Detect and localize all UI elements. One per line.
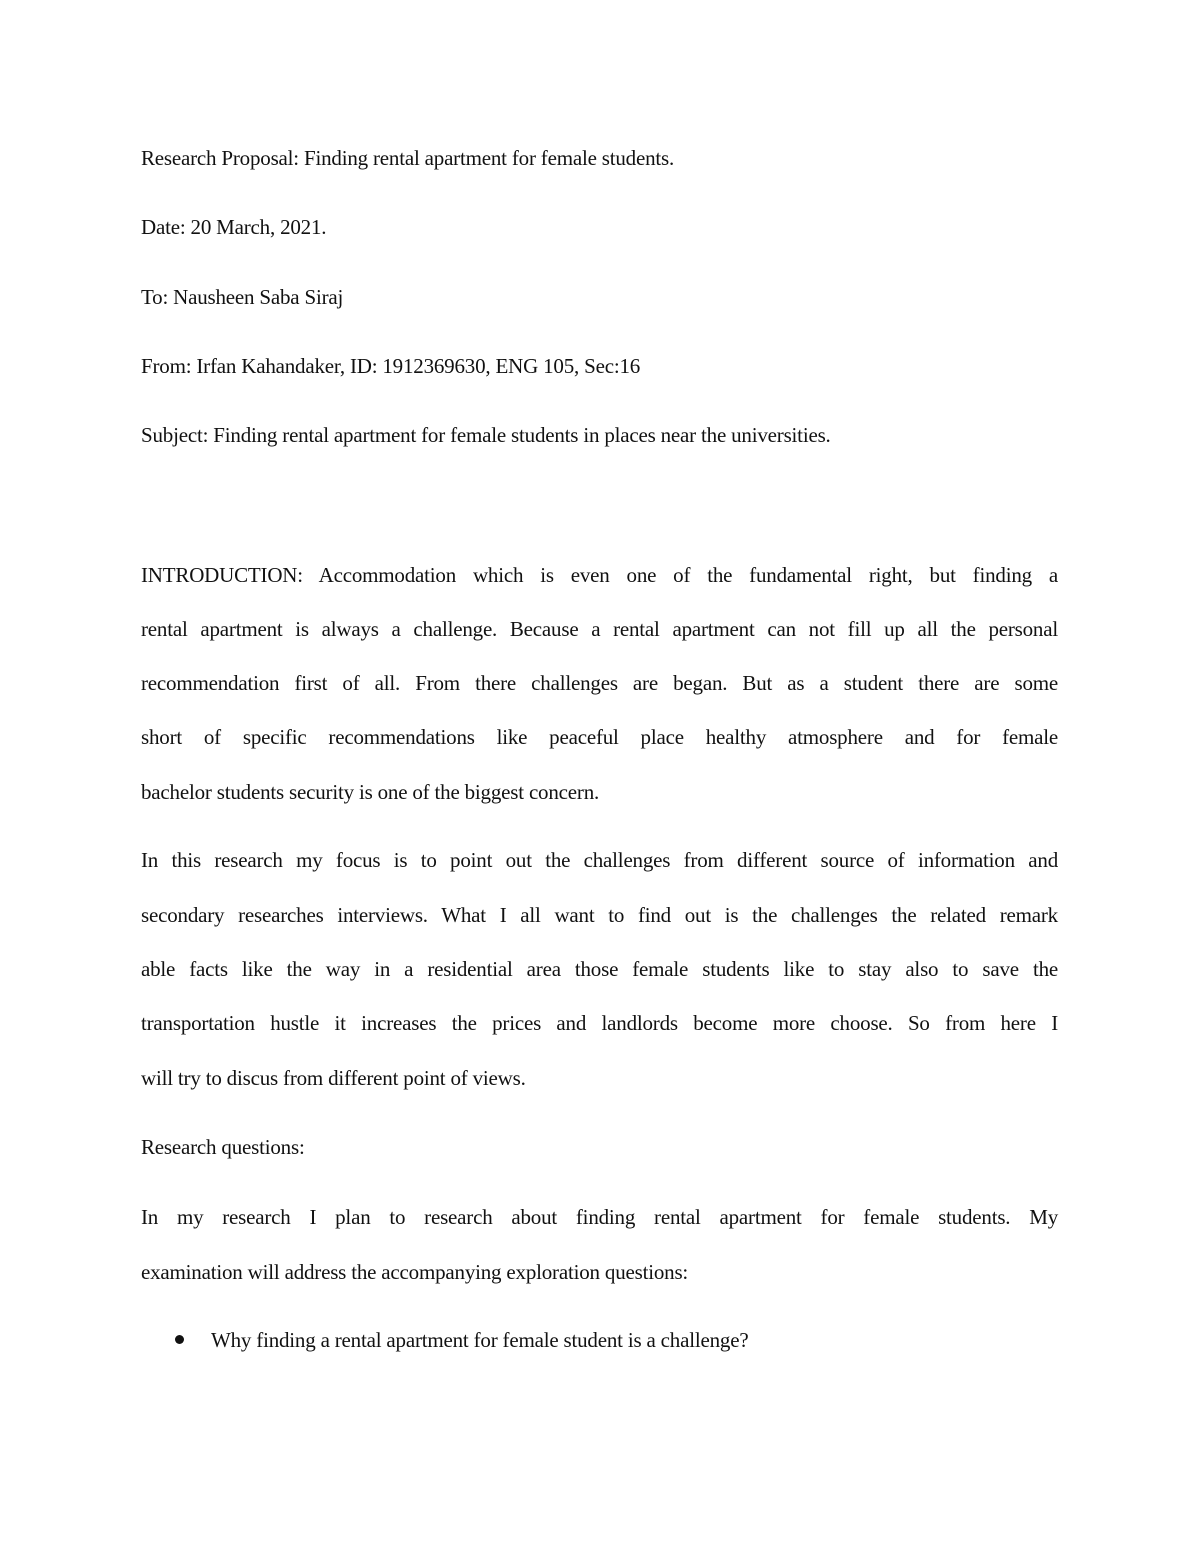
- paragraph-line: INTRODUCTION: Accommodation which is even one of the fundamental right, but finding a: [141, 563, 1058, 587]
- list-item: Why finding a rental apartment for female student is a challenge?: [211, 1328, 749, 1352]
- paragraph-line: examination will address the accompanying exploration questions:: [141, 1260, 689, 1284]
- recipient-line: To: Nausheen Saba Siraj: [141, 285, 344, 309]
- paragraph-line: In this research my focus is to point out the challenges from different source of information and: [141, 848, 1058, 872]
- paragraph-line: transportation hustle it increases the prices and landlords become more choose. So from here I: [141, 1011, 1058, 1035]
- title-line: Research Proposal: Finding rental apartment for female students.: [141, 146, 675, 170]
- paragraph-line: short of specific recommendations like peaceful place healthy atmosphere and for female: [141, 725, 1058, 749]
- subject-line: Subject: Finding rental apartment for female students in places near the universities.: [141, 423, 831, 447]
- date-line: Date: 20 March, 2021.: [141, 215, 327, 239]
- paragraph-line: rental apartment is always a challenge. Because a rental apartment can not fill up all the personal: [141, 617, 1058, 641]
- bullet-icon: [175, 1335, 184, 1344]
- paragraph-line: bachelor students security is one of the biggest concern.: [141, 780, 600, 804]
- paragraph-line: In my research I plan to research about finding rental apartment for female students. My: [141, 1205, 1058, 1229]
- research-questions-heading: Research questions:: [141, 1135, 305, 1159]
- sender-line: From: Irfan Kahandaker, ID: 1912369630, ENG 105, Sec:16: [141, 354, 641, 378]
- paragraph-line: recommendation first of all. From there challenges are began. But as a student there are some: [141, 671, 1058, 695]
- paragraph-line: secondary researches interviews. What I all want to find out is the challenges the related remark: [141, 903, 1058, 927]
- paragraph-line: will try to discus from different point of views.: [141, 1066, 526, 1090]
- paragraph-line: able facts like the way in a residential area those female students like to stay also to save the: [141, 957, 1058, 981]
